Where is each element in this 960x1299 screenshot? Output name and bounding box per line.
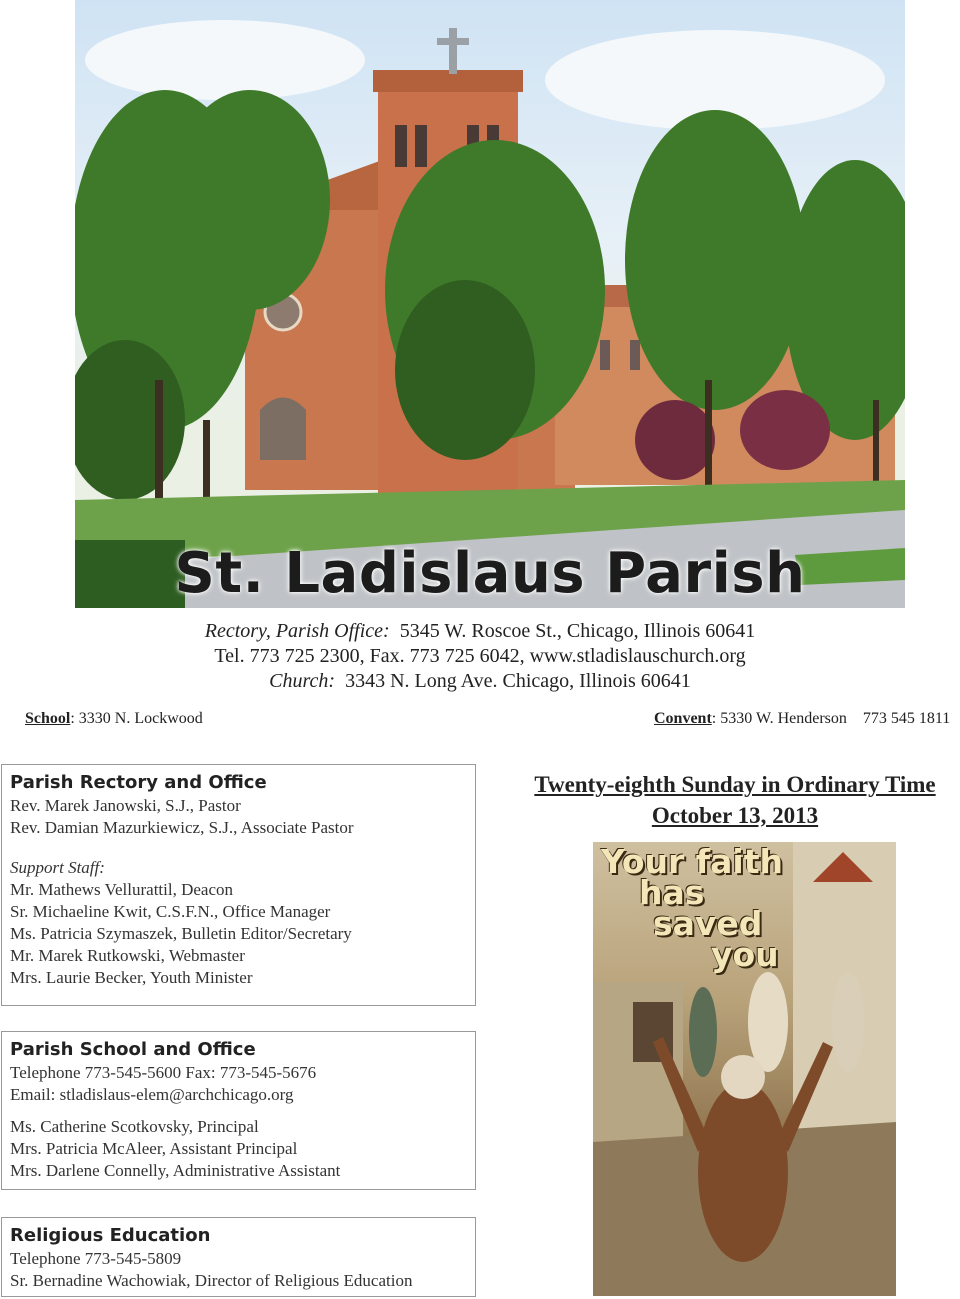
artwork-line: has bbox=[639, 873, 705, 912]
religious-education-box bbox=[1, 1217, 476, 1297]
church-illustration bbox=[75, 0, 905, 608]
convent-address: : 5330 W. Henderson bbox=[711, 710, 847, 727]
pastor: Rev. Marek Janowski, S.J., Pastor bbox=[10, 796, 241, 815]
artwork-line: you bbox=[711, 935, 779, 974]
religious-director: Sr. Bernadine Wachowiak, Director of Religious Education bbox=[10, 1271, 413, 1290]
associate-pastor: Rev. Damian Mazurkiewicz, S.J., Associate Pastor bbox=[10, 818, 354, 837]
staff-item: Ms. Patricia Szymaszek, Bulletin Editor/Secretary bbox=[10, 924, 352, 943]
school-box bbox=[1, 1031, 476, 1190]
gospel-artwork bbox=[593, 842, 896, 1296]
school-address: : 3330 N. Lockwood bbox=[70, 710, 203, 727]
artwork-line: Your faith bbox=[601, 842, 783, 881]
contact-line: Tel. 773 725 2300, Fax. 773 725 6042, www.stladislauschurch.org bbox=[214, 645, 746, 667]
religious-heading: Religious Education bbox=[10, 1225, 211, 1246]
religious-phone: Telephone 773-545-5809 bbox=[10, 1249, 182, 1268]
artwork-line: saved bbox=[653, 904, 763, 943]
school-phone-fax: Telephone 773-545-5600 Fax: 773-545-5676 bbox=[10, 1063, 317, 1082]
church-photo bbox=[75, 0, 905, 608]
staff-item: Mr. Mathews Vellurattil, Deacon bbox=[10, 880, 234, 899]
staff-item: Sr. Michaeline Kwit, C.S.F.N., Office Manager bbox=[10, 902, 331, 921]
convent-label: Convent bbox=[654, 710, 712, 727]
school-email: Email: stladislaus-elem@archchicago.org bbox=[10, 1085, 294, 1104]
school-label: School bbox=[25, 710, 71, 727]
rectory-address-line bbox=[0, 620, 960, 643]
rectory-box bbox=[1, 764, 476, 1006]
convent-phone: 773 545 1811 bbox=[862, 710, 951, 727]
support-staff-heading: Support Staff: bbox=[10, 858, 105, 877]
rectory-label: Rectory, Parish Office: bbox=[204, 620, 390, 642]
school-staff-item: Mrs. Patricia McAleer, Assistant Principal bbox=[10, 1139, 298, 1158]
staff-item: Mrs. Laurie Becker, Youth Minister bbox=[10, 968, 253, 987]
parish-title: St. Ladislaus Parish bbox=[174, 541, 806, 606]
sunday-date: October 13, 2013 bbox=[651, 803, 819, 828]
artwork-caption bbox=[601, 842, 783, 974]
staff-item: Mr. Marek Rutkowski, Webmaster bbox=[10, 946, 245, 965]
school-staff-item: Mrs. Darlene Connelly, Administrative Assistant bbox=[10, 1161, 341, 1180]
church-label: Church: bbox=[269, 670, 336, 692]
church-address-line bbox=[0, 670, 960, 693]
school-address-line bbox=[25, 710, 203, 728]
convent-address-line bbox=[654, 710, 950, 728]
rectory-heading: Parish Rectory and Office bbox=[10, 772, 267, 793]
school-heading: Parish School and Office bbox=[10, 1039, 256, 1060]
church-address: 3343 N. Long Ave. Chicago, Illinois 60641 bbox=[345, 670, 691, 692]
sunday-title: Twenty-eighth Sunday in Ordinary Time bbox=[534, 772, 936, 797]
rectory-address: 5345 W. Roscoe St., Chicago, Illinois 60641 bbox=[399, 620, 756, 642]
school-staff-item: Ms. Catherine Scotkovsky, Principal bbox=[10, 1117, 259, 1136]
